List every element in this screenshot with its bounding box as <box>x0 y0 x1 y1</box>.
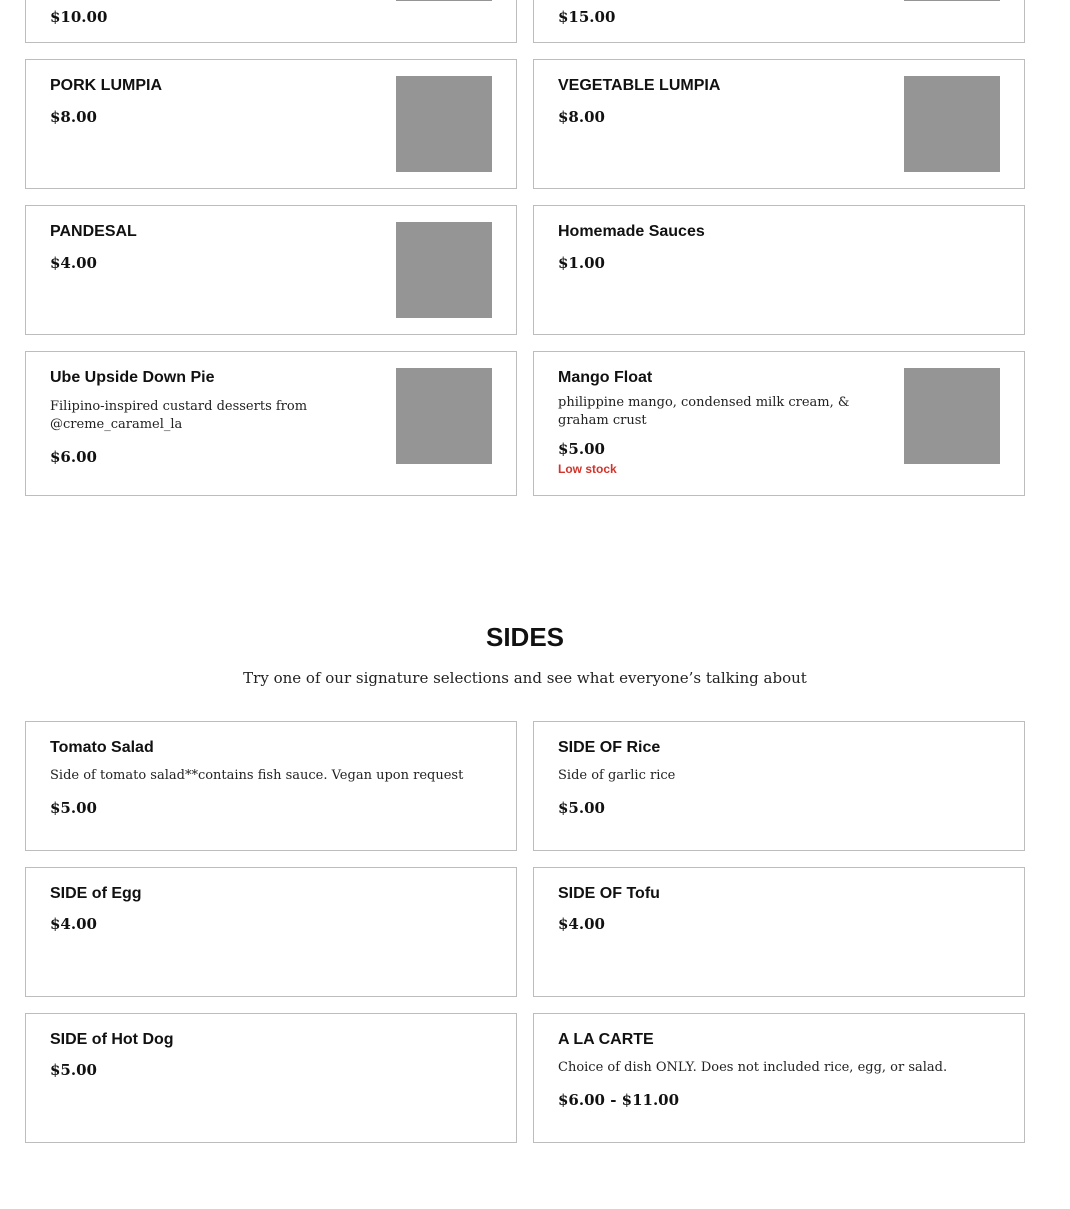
item-image <box>396 368 492 464</box>
item-name: Ube Upside Down Pie <box>50 369 215 386</box>
menu-item-card-mango-float[interactable] <box>533 351 1025 496</box>
item-name: SIDE of Hot Dog <box>50 1031 174 1048</box>
item-name: SIDE of Egg <box>50 885 142 902</box>
menu-item-card-side-rice[interactable] <box>533 721 1025 851</box>
section-title: SIDES <box>485 622 565 652</box>
item-name: SIDE OF Rice <box>558 739 661 756</box>
item-image <box>396 0 492 1</box>
item-price: $5.00 <box>50 1061 97 1079</box>
item-name: Mango Float <box>558 369 653 386</box>
menu-item-card-homemade-sauces[interactable] <box>533 205 1025 335</box>
item-name: SIDE OF Tofu <box>558 885 660 902</box>
menu-item-card-pork-lumpia[interactable] <box>25 59 517 189</box>
menu-item-card-pandesal[interactable] <box>25 205 517 335</box>
item-price: $5.00 <box>558 440 605 458</box>
menu-item-card-ube-pie[interactable] <box>25 351 517 496</box>
item-name: Homemade Sauces <box>558 223 705 240</box>
item-description: Side of tomato salad**contains fish sauce. Vegan upon request <box>50 768 464 783</box>
menu-item-card[interactable] <box>25 0 517 43</box>
menu-item-card-side-tofu[interactable] <box>533 867 1025 997</box>
item-image <box>396 222 492 318</box>
item-image <box>904 0 1000 1</box>
item-price: $1.00 <box>558 254 605 272</box>
item-description: Choice of dish ONLY. Does not included rice, egg, or salad. <box>558 1060 948 1075</box>
item-image <box>904 76 1000 172</box>
item-price: $4.00 <box>558 915 605 933</box>
item-price: $15.00 <box>558 8 616 26</box>
item-price: $8.00 <box>558 108 605 126</box>
menu-item-card-vegetable-lumpia[interactable] <box>533 59 1025 189</box>
menu-item-card-side-egg[interactable] <box>25 867 517 997</box>
section-subtitle: Try one of our signature selections and see what everyone’s talking about <box>243 669 807 687</box>
item-price: $10.00 <box>50 8 108 26</box>
item-name: PORK LUMPIA <box>50 77 162 94</box>
menu-item-card-a-la-carte[interactable] <box>533 1013 1025 1143</box>
item-price: $4.00 <box>50 254 97 272</box>
item-description: Filipino-inspired custard desserts from @creme_caramel_la <box>50 399 308 432</box>
item-price: $5.00 <box>50 799 97 817</box>
item-price: $6.00 - $11.00 <box>558 1091 680 1109</box>
menu-item-card[interactable] <box>533 0 1025 43</box>
item-price: $4.00 <box>50 915 97 933</box>
item-description: Side of garlic rice <box>558 768 676 783</box>
menu-item-card-tomato-salad[interactable] <box>25 721 517 851</box>
item-name: VEGETABLE LUMPIA <box>558 77 721 94</box>
menu-item-card-side-hot-dog[interactable] <box>25 1013 517 1143</box>
item-description: philippine mango, condensed milk cream, & graham crust <box>558 395 850 428</box>
item-name: A LA CARTE <box>558 1031 654 1048</box>
low-stock-badge: Low stock <box>558 462 617 476</box>
item-image <box>396 76 492 172</box>
item-price: $8.00 <box>50 108 97 126</box>
item-name: Tomato Salad <box>50 739 154 756</box>
item-price: $5.00 <box>558 799 605 817</box>
item-price: $6.00 <box>50 448 97 466</box>
item-name: PANDESAL <box>50 223 137 240</box>
item-image <box>904 368 1000 464</box>
